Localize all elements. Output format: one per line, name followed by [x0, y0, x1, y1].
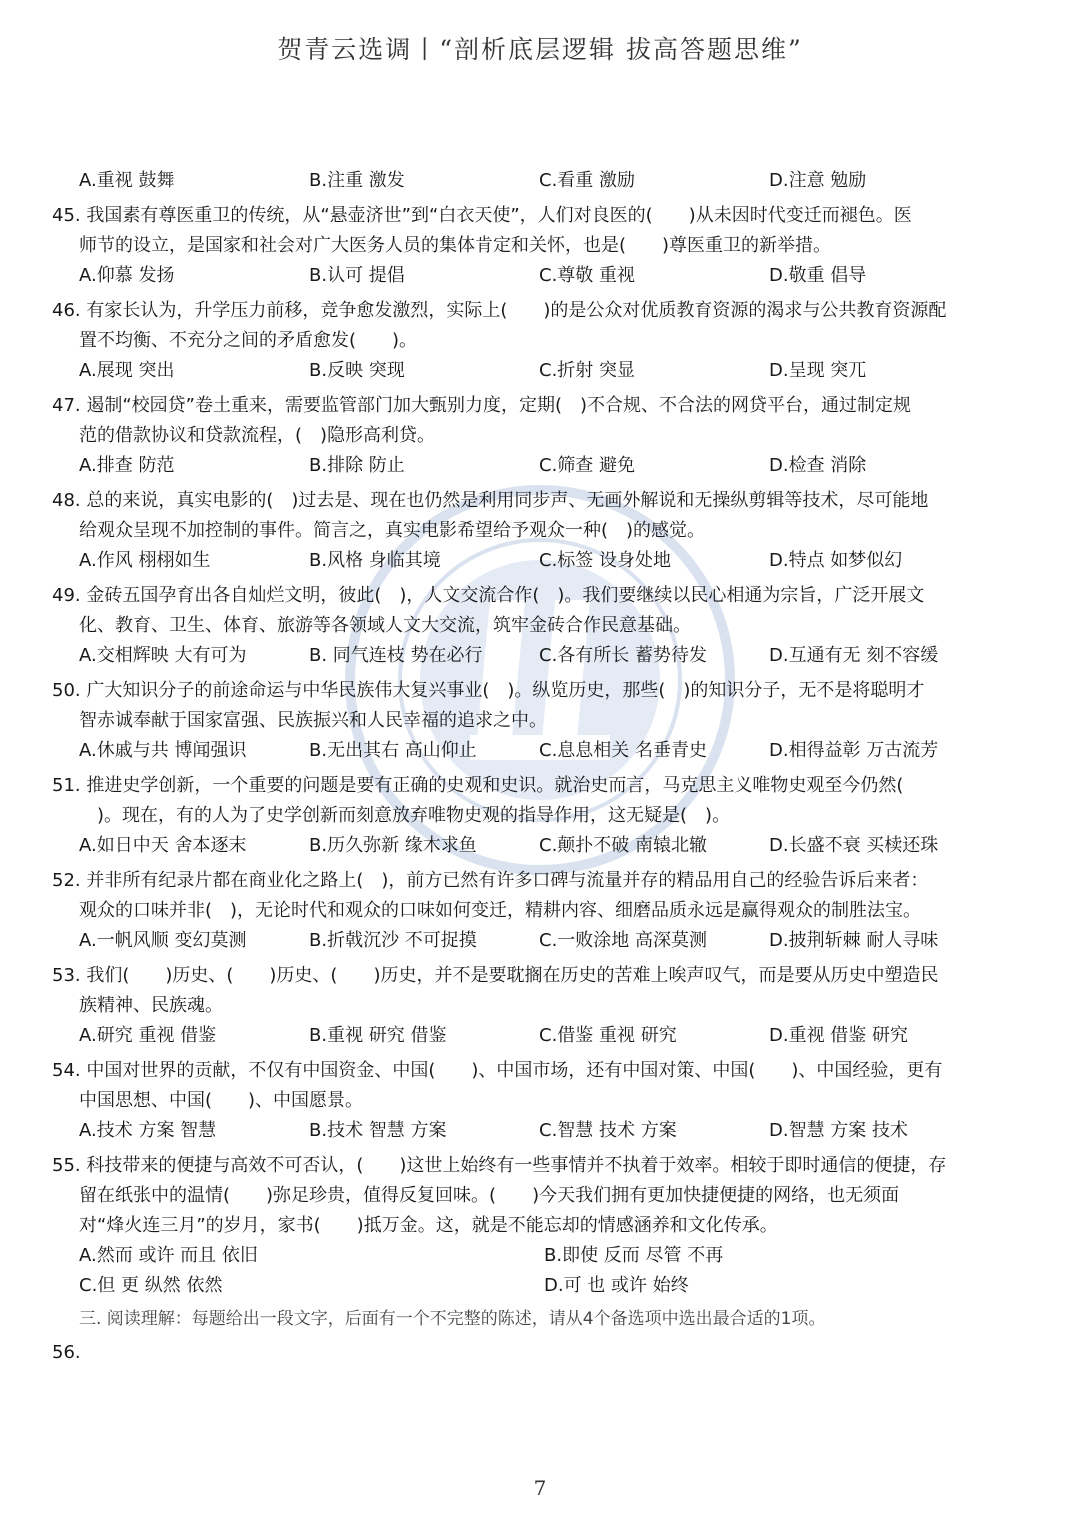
question-options: [52, 641, 1012, 671]
option-d: D.检查 消除: [769, 455, 867, 476]
option-d: D.特点 如梦似幻: [769, 550, 903, 571]
question-block: [52, 201, 1012, 291]
question-options: [52, 1116, 1012, 1146]
question-line: 51. 推进史学创新，一个重要的问题是要有正确的史观和史识。就治史而言，马克思主义唯物史观至今仍然(: [52, 775, 904, 796]
question-options: [52, 1241, 1012, 1301]
option-b: B. 同气连枝 势在必行: [309, 645, 483, 666]
option-b: B.认可 提倡: [309, 265, 405, 286]
option-d: D.长盛不衰 买椟还珠: [769, 835, 939, 856]
option-c: C.各有所长 蓄势待发: [539, 645, 708, 666]
option-c: C.折射 突显: [539, 360, 636, 381]
option-c: C.但 更 纵然 依然: [79, 1275, 223, 1296]
question-block: [52, 866, 1012, 956]
option-b: B.重视 研究 借鉴: [309, 1025, 447, 1046]
option-a: A.仰慕 发扬: [79, 265, 175, 286]
question-line: 观众的口味并非( )，无论时代和观众的口味如何变迁，精耕内容、细磨品质永远是赢得观众的制胜法宝。: [79, 900, 922, 921]
option-a: A.排查 防范: [79, 455, 175, 476]
question-options: [52, 451, 1012, 481]
question-line: 47. 遏制“校园贷”卷土重来，需要监管部门加大甄别力度，定期( )不合规、不合法的网贷平台，通过制定规: [52, 395, 912, 416]
option-d: D.呈现 突兀: [769, 360, 867, 381]
question-block: [52, 296, 1012, 386]
page-header: 贺青云选调丨“剖析底层逻辑 拔高答题思维”: [277, 35, 803, 64]
page-number: 7: [533, 1476, 547, 1500]
option-c: C.看重 激励: [539, 170, 636, 191]
question-line: 智赤诚奉献于国家富强、民族振兴和人民幸福的追求之中。: [79, 710, 547, 731]
question-block: [52, 391, 1012, 481]
question-line: 族精神、民族魂。: [79, 995, 223, 1016]
option-c: C.尊敬 重视: [539, 265, 636, 286]
option-a: A.展现 突出: [79, 360, 175, 381]
question-block: [52, 961, 1012, 1051]
option-b: B.无出其右 高山仰止: [309, 740, 477, 761]
question-block: [52, 581, 1012, 671]
option-b: B.折戟沉沙 不可捉摸: [309, 930, 477, 951]
question-line: 46. 有家长认为，升学压力前移，竞争愈发激烈，实际上( )的是公众对优质教育资源的渴求与公共教育资源配: [52, 300, 947, 321]
question-line: 留在纸张中的温情( )弥足珍贵，值得反复回味。( )今天我们拥有更加快捷便捷的网络，也无须面: [79, 1185, 900, 1206]
question-block: [52, 771, 1012, 861]
option-a: A.交相辉映 大有可为: [79, 645, 247, 666]
option-b: B.反映 突现: [309, 360, 405, 381]
question-line: 中国思想、中国( )、中国愿景。: [79, 1090, 364, 1111]
option-a: A.技术 方案 智慧: [79, 1120, 217, 1141]
option-d: D.互通有无 刻不容缓: [769, 645, 939, 666]
question-block: [52, 486, 1012, 576]
option-d: D.智慧 方案 技术: [769, 1120, 909, 1141]
option-c: C.息息相关 名垂青史: [539, 740, 708, 761]
question-line: 50. 广大知识分子的前途命运与中华民族伟大复兴事业( )。纵览历史，那些( )的知识分子，无不是将聪明才: [52, 680, 925, 701]
option-a: A.一帆风顺 变幻莫测: [79, 930, 247, 951]
option-b: B.即使 反而 尽管 不再: [544, 1245, 724, 1266]
option-c: C.颠扑不破 南辕北辙: [539, 835, 708, 856]
question-line: 53. 我们( )历史、( )历史、( )历史，并不是要耽搁在历史的苦难上唉声叹气，而是要从历史中塑造民: [52, 965, 939, 986]
question-line: 师节的设立，是国家和社会对广大医务人员的集体肯定和关怀，也是( )尊医重卫的新举措。: [79, 235, 832, 256]
question-options: [52, 831, 1012, 861]
question-options: [52, 1021, 1012, 1051]
question-options: [52, 546, 1012, 576]
question-line: )。现在，有的人为了史学创新而刻意放弃唯物史观的指导作用，这无疑是( )。: [79, 805, 731, 826]
option-a: A.重视 鼓舞: [79, 170, 175, 191]
option-a: A.休戚与共 博闻强识: [79, 740, 247, 761]
option-d: D.相得益彰 万古流芳: [769, 740, 939, 761]
question-options: [52, 261, 1012, 291]
option-a: A.如日中天 舍本逐末: [79, 835, 247, 856]
question-line: 化、教育、卫生、体育、旅游等各领域人文大交流，筑牢金砖合作民意基础。: [79, 615, 691, 636]
option-d: D.敬重 倡导: [769, 265, 867, 286]
option-b: B.技术 智慧 方案: [309, 1120, 447, 1141]
question-line: 45. 我国素有尊医重卫的传统，从“悬壶济世”到“白衣天使”，人们对良医的( )从未因时代变迁而褪色。医: [52, 205, 912, 226]
option-d: D.注意 勉励: [769, 170, 867, 191]
option-a: A.作风 栩栩如生: [79, 550, 211, 571]
option-c: C.一败涂地 高深莫测: [539, 930, 708, 951]
question-line: 对“烽火连三月”的岁月，家书( )抵万金。这，就是不能忘却的情感涵养和文化传承。: [79, 1215, 778, 1236]
question-block: [52, 676, 1012, 766]
question-content: [52, 166, 1012, 1368]
option-d: D.可 也 或许 始终: [544, 1275, 689, 1296]
question-56-label: 56.: [52, 1342, 81, 1363]
question-line: 48. 总的来说，真实电影的( )过去是、现在也仍然是利用同步声、无画外解说和无操纵剪辑等技术，尽可能地: [52, 490, 929, 511]
question-options: [52, 736, 1012, 766]
question-line: 52. 并非所有纪录片都在商业化之路上( )，前方已然有许多口碑与流量并存的精品用自己的经验告诉后来者：: [52, 870, 929, 891]
question-line: 置不均衡、不充分之间的矛盾愈发( )。: [79, 330, 418, 351]
option-a: A.然而 或许 而且 依旧: [79, 1245, 258, 1266]
option-b: B.历久弥新 缘木求鱼: [309, 835, 477, 856]
option-c: C.智慧 技术 方案: [539, 1120, 677, 1141]
option-b: B.注重 激发: [309, 170, 405, 191]
question-options: [52, 356, 1012, 386]
option-a: A.研究 重视 借鉴: [79, 1025, 217, 1046]
question-line: 49. 金砖五国孕育出各自灿烂文明，彼此( )，人文交流合作( )。我们要继续以民心相通为宗旨，广泛开展文: [52, 585, 925, 606]
question-options: [52, 926, 1012, 956]
question-55: [52, 1151, 1012, 1301]
option-d: D.重视 借鉴 研究: [769, 1025, 909, 1046]
option-b: B.风格 身临其境: [309, 550, 441, 571]
question-block: [52, 1056, 1012, 1146]
section-title: 三. 阅读理解：每题给出一段文字，后面有一个不完整的陈述，请从4个备选项中选出最合适的1项。: [79, 1309, 826, 1329]
question-line: 54. 中国对世界的贡献，不仅有中国资金、中国( )、中国市场，还有中国对策、中国( )、中国经验，更有: [52, 1060, 943, 1081]
prev-options: [52, 166, 1012, 196]
question-line: 给观众呈现不加控制的事件。简言之，真实电影希望给予观众一种( )的感觉。: [79, 520, 706, 541]
option-b: B.排除 防止: [309, 455, 405, 476]
question-line: 55. 科技带来的便捷与高效不可否认，( )这世上始终有一些事情并不执着于效率。相较于即时通信的便捷，存: [52, 1155, 947, 1176]
option-c: C.标签 设身处地: [539, 550, 672, 571]
question-line: 范的借款协议和贷款流程，( )隐形高利贷。: [79, 425, 436, 446]
option-d: D.披荆斩棘 耐人寻味: [769, 930, 939, 951]
option-c: C.借鉴 重视 研究: [539, 1025, 677, 1046]
option-c: C.筛查 避免: [539, 455, 636, 476]
